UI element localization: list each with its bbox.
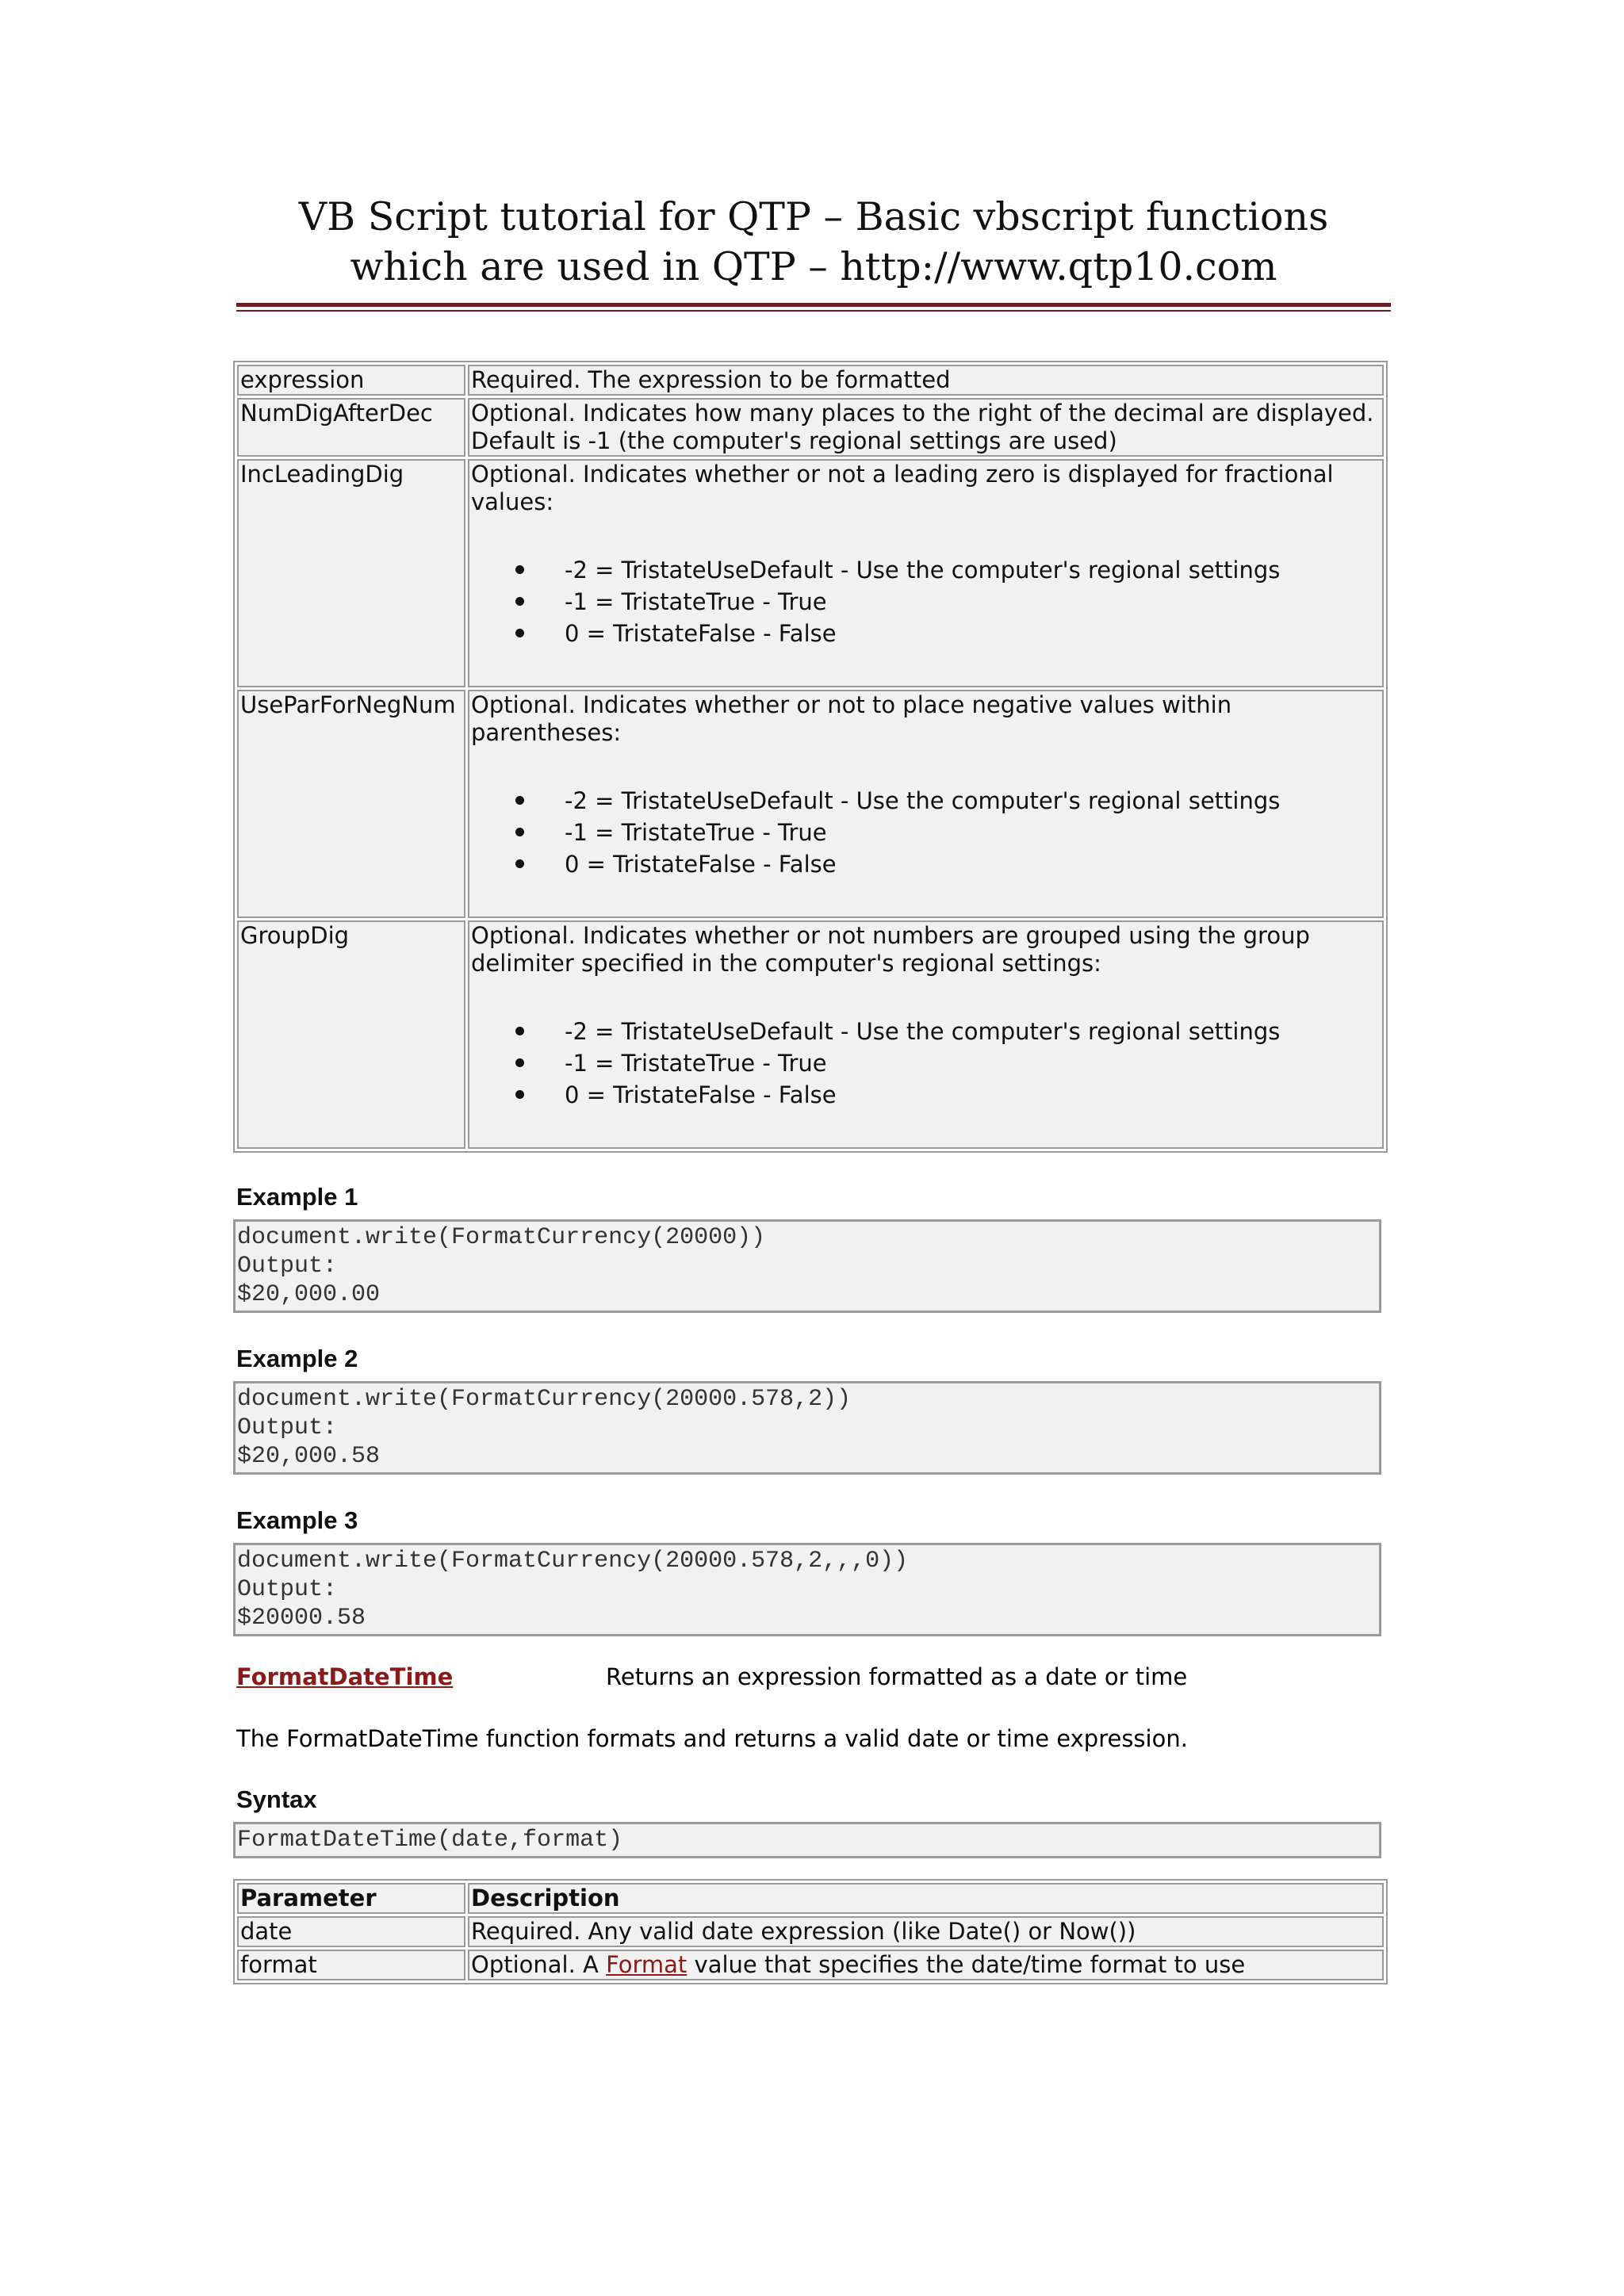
param-table-wrap [236, 361, 1391, 1153]
param-description-cell [468, 690, 1384, 918]
option-list [471, 1016, 1381, 1111]
example-heading: Example 3 [236, 1506, 358, 1534]
syntax-code-box [233, 1822, 1381, 1858]
title-rule-thick [236, 303, 1391, 307]
param-name: GroupDig [237, 920, 465, 1149]
function-summary-row [236, 1663, 1391, 1690]
desc-text-pre: Optional. A [471, 1951, 607, 1978]
table-row [237, 459, 1384, 687]
param-name: UseParForNegNum [237, 690, 465, 918]
output-label: Output: [237, 1253, 338, 1280]
fdt-param-table [233, 1879, 1388, 1984]
param-name: NumDigAfterDec [237, 398, 465, 457]
list-item: -1 = TristateTrue - True [515, 817, 1381, 848]
param-name: format [237, 1950, 465, 1980]
example-heading: Example 2 [236, 1345, 358, 1372]
list-item: 0 = TristateFalse - False [515, 618, 1381, 649]
list-item: -2 = TristateUseDefault - Use the computer's regional settings [515, 785, 1381, 817]
list-item: -2 = TristateUseDefault - Use the computer's regional settings [515, 554, 1381, 586]
table-row [237, 920, 1384, 1149]
output-label: Output: [237, 1414, 338, 1441]
formatdatetime-link[interactable]: FormatDateTime [236, 1663, 454, 1690]
param-name: date [237, 1916, 465, 1947]
param-description-cell [468, 459, 1384, 687]
param-description [468, 1950, 1384, 1980]
title-rule-thin [236, 310, 1391, 312]
list-item: -1 = TristateTrue - True [515, 1047, 1381, 1079]
column-header: Description [468, 1883, 1384, 1914]
example-code-box [233, 1381, 1381, 1475]
table-row [237, 1950, 1384, 1980]
example-code-box [233, 1543, 1381, 1636]
list-item: 0 = TristateFalse - False [515, 848, 1381, 880]
option-list [471, 785, 1381, 880]
format-link[interactable]: Format [606, 1951, 688, 1978]
param-name: expression [237, 365, 465, 396]
function-description: The FormatDateTime function formats and returns a valid date or time expression. [236, 1725, 1188, 1752]
document-page [236, 0, 1391, 1984]
output-value: $20,000.58 [237, 1443, 381, 1470]
code-line: document.write(FormatCurrency(20000)) [237, 1224, 766, 1251]
function-summary: Returns an expression formatted as a date or time [606, 1663, 1188, 1690]
column-header: Parameter [237, 1883, 465, 1914]
output-value: $20000.58 [237, 1605, 366, 1632]
list-item: -2 = TristateUseDefault - Use the computer's regional settings [515, 1016, 1381, 1047]
param-description: Optional. Indicates whether or not to place negative values within parentheses: [471, 691, 1232, 746]
param-description: Required. The expression to be formatted [468, 365, 1384, 396]
param-description: Optional. Indicates whether or not numbers are grouped using the group delimiter specified in the computer's regional settings: [471, 922, 1310, 977]
table-row [237, 1916, 1384, 1947]
list-item: 0 = TristateFalse - False [515, 1079, 1381, 1111]
table-row [237, 365, 1384, 396]
code-line: document.write(FormatCurrency(20000.578,2)) [237, 1386, 852, 1413]
fdt-table-wrap [236, 1879, 1391, 1984]
output-value: $20,000.00 [237, 1281, 381, 1308]
syntax-heading: Syntax [236, 1785, 317, 1813]
param-description-cell [468, 920, 1384, 1149]
code-line: document.write(FormatCurrency(20000.578,2,,,0)) [237, 1548, 909, 1575]
table-row [237, 398, 1384, 457]
param-table [233, 361, 1388, 1153]
page-title: VB Script tutorial for QTP – Basic vbscript functions which are used in QTP – http://www.qtp10.com [298, 194, 1329, 289]
param-description: Required. Any valid date expression (like Date() or Now()) [468, 1916, 1384, 1947]
example-code-box [233, 1219, 1381, 1313]
list-item: -1 = TristateTrue - True [515, 586, 1381, 618]
syntax-code: FormatDateTime(date,format) [237, 1827, 623, 1854]
example-heading: Example 1 [236, 1183, 358, 1211]
output-label: Output: [237, 1576, 338, 1603]
desc-text-post: value that specifies the date/time format to use [687, 1951, 1246, 1978]
param-description: Optional. Indicates how many places to the right of the decimal are displayed. Default is -1 (the computer's regional settings are used) [468, 398, 1384, 457]
param-description: Optional. Indicates whether or not a leading zero is displayed for fractional values: [471, 461, 1334, 515]
table-header-row [237, 1883, 1384, 1914]
option-list [471, 554, 1381, 649]
param-name: IncLeadingDig [237, 459, 465, 687]
table-row [237, 690, 1384, 918]
